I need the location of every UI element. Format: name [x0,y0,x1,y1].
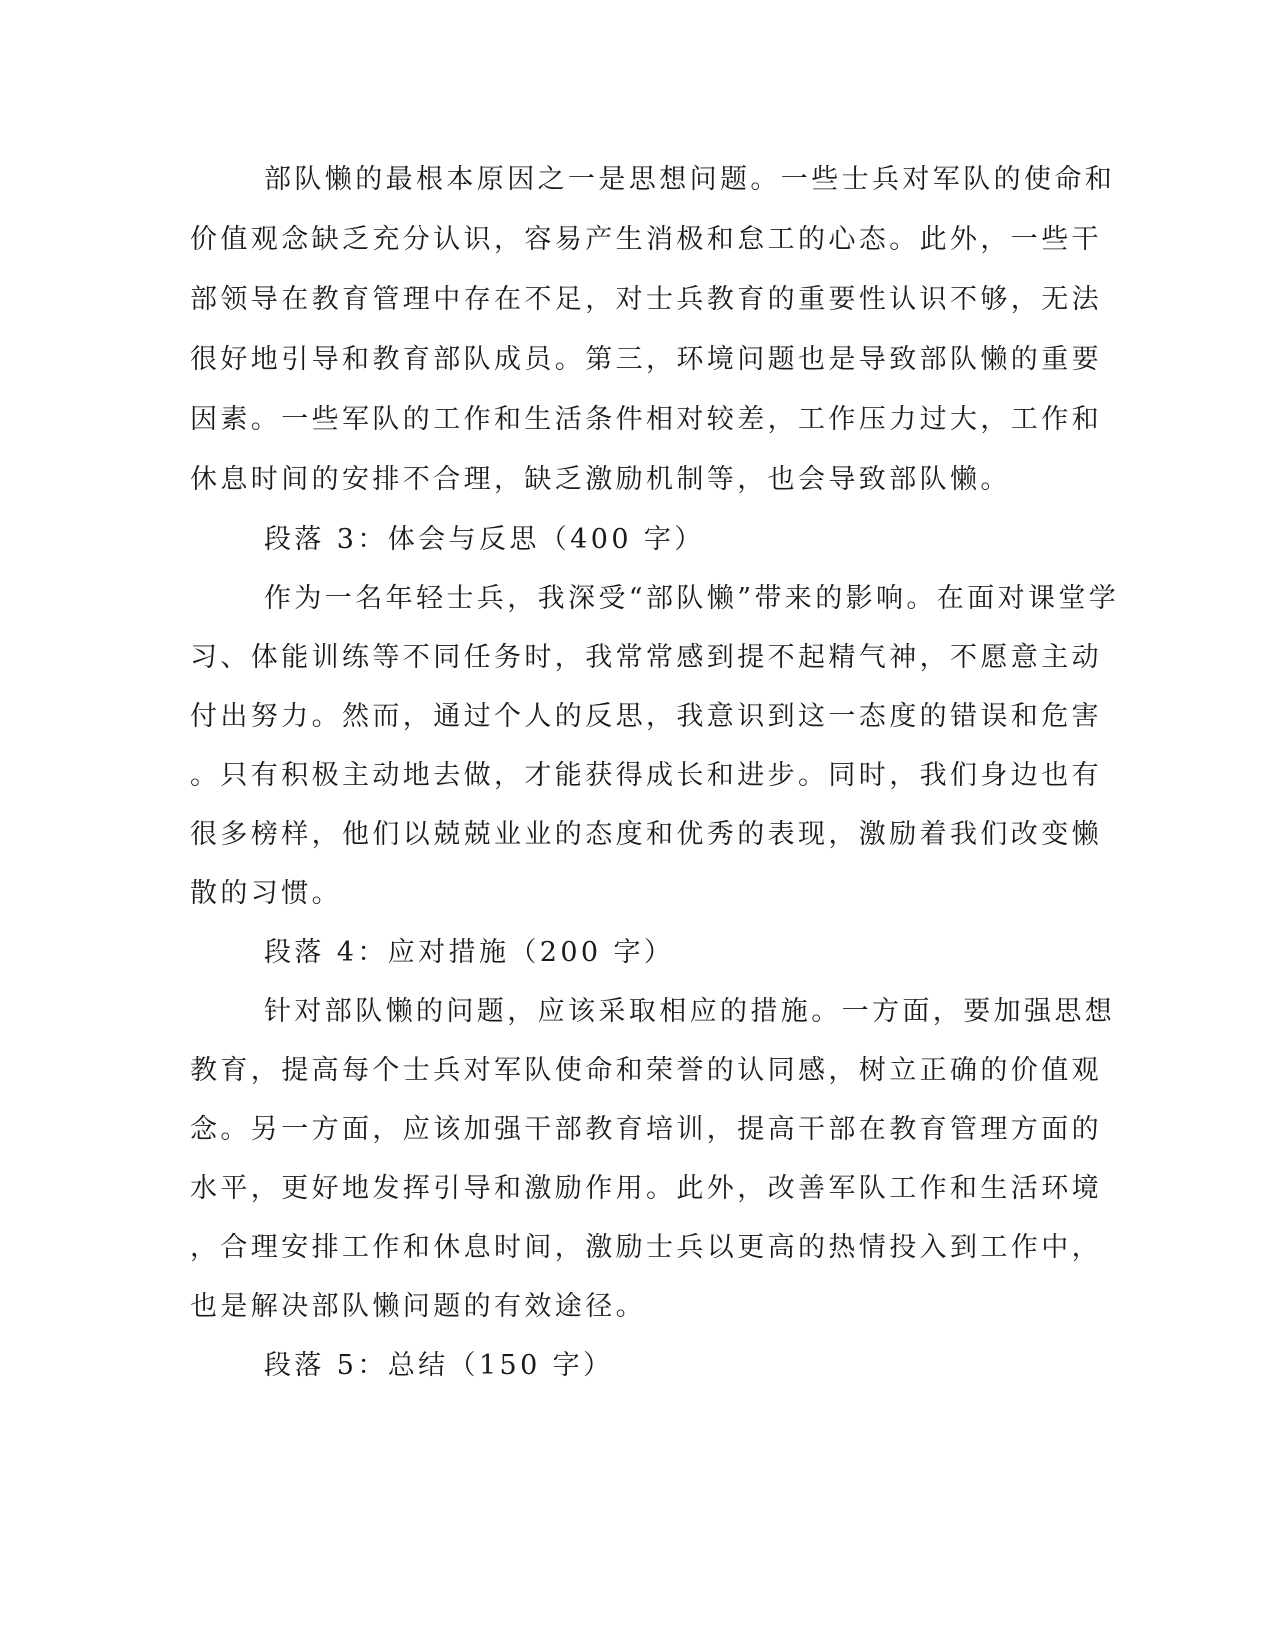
paragraph-line: 作为一名年轻士兵，我深受“部队懒”带来的影响。在面对课堂学 [264,583,1120,614]
section-heading: 段落 4：应对措施（200 字） [264,937,675,968]
section-heading: 段落 3：体会与反思（400 字） [264,524,705,555]
paragraph-line: 水平，更好地发挥引导和激励作用。此外，改善军队工作和生活环境 [190,1173,1102,1204]
paragraph-line: 很好地引导和教育部队成员。第三，环境问题也是导致部队懒的重要 [190,344,1102,375]
paragraph-line: 散的习惯。 [190,878,342,909]
paragraph-line: 很多榜样，他们以兢兢业业的态度和优秀的表现，激励着我们改变懒 [190,819,1102,850]
paragraph-line: 念。另一方面，应该加强干部教育培训，提高干部在教育管理方面的 [190,1114,1102,1145]
paragraph-line: 价值观念缺乏充分认识，容易产生消极和怠工的心态。此外，一些干 [190,224,1102,255]
paragraph-line: 教育，提高每个士兵对军队使命和荣誉的认同感，树立正确的价值观 [190,1055,1102,1086]
paragraph-line: 也是解决部队懒问题的有效途径。 [190,1291,646,1322]
paragraph-line: 付出努力。然而，通过个人的反思，我意识到这一态度的错误和危害 [190,701,1102,732]
section-heading: 段落 5：总结（150 字） [264,1350,614,1381]
paragraph-line: 针对部队懒的问题，应该采取相应的措施。一方面，要加强思想 [264,996,1116,1027]
paragraph-line: 因素。一些军队的工作和生活条件相对较差，工作压力过大，工作和 [190,404,1102,435]
paragraph-line: ，合理安排工作和休息时间，激励士兵以更高的热情投入到工作中， [190,1232,1102,1263]
paragraph-line: 休息时间的安排不合理，缺乏激励机制等，也会导致部队懒。 [190,464,1011,495]
paragraph-line: 部队懒的最根本原因之一是思想问题。一些士兵对军队的使命和 [264,164,1116,195]
paragraph-line: 部领导在教育管理中存在不足，对士兵教育的重要性认识不够，无法 [190,284,1102,315]
paragraph-line: 。只有积极主动地去做，才能获得成长和进步。同时，我们身边也有 [190,760,1102,791]
paragraph-line: 习、体能训练等不同任务时，我常常感到提不起精气神，不愿意主动 [190,642,1102,673]
